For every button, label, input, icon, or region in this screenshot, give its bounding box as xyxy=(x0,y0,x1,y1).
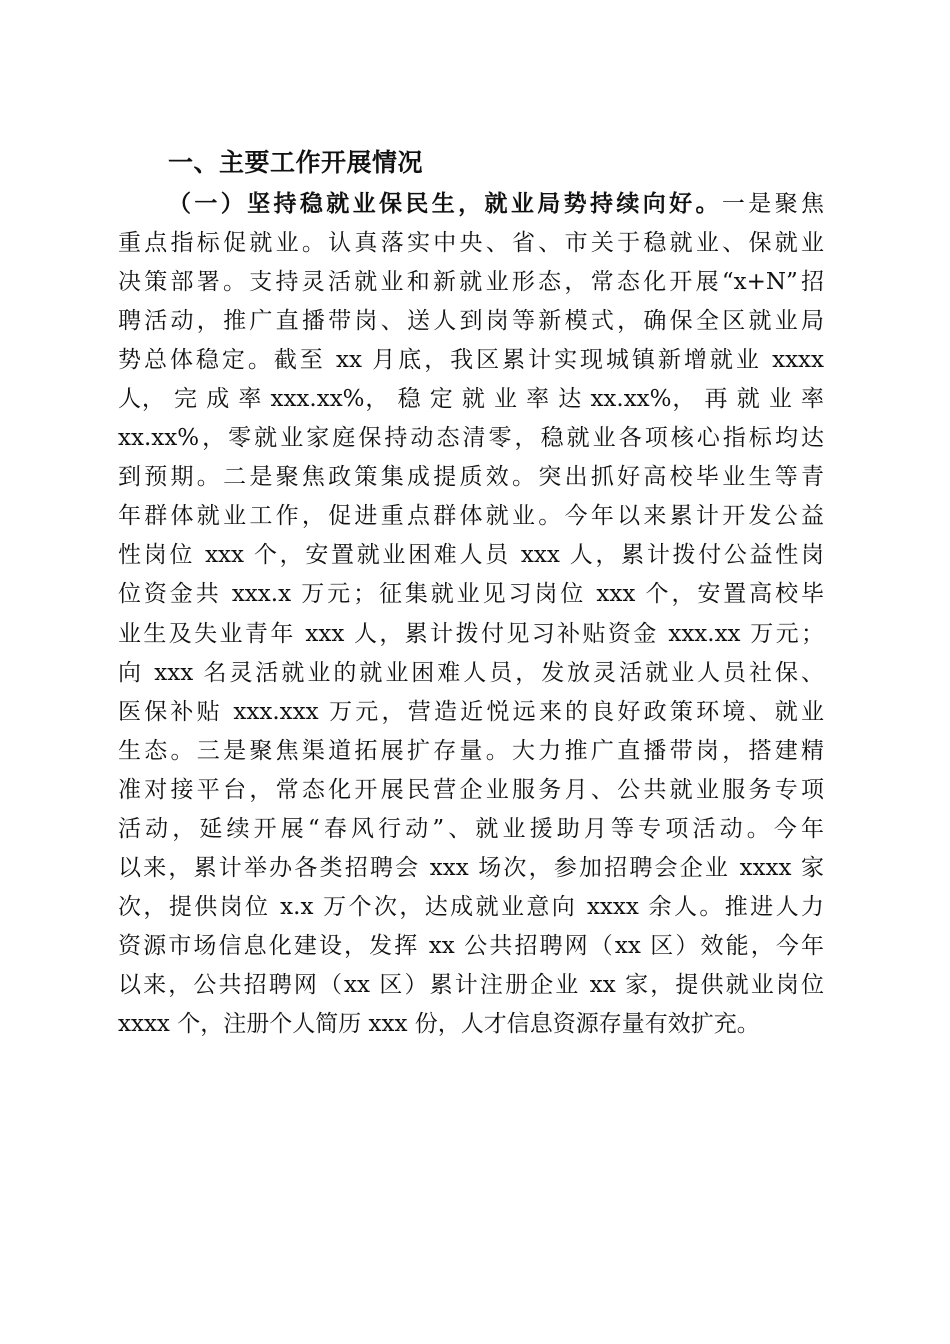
paragraph-line: 医保补贴 xxx.xxx 万元，营造近悦远来的良好政策环境、就业 xyxy=(118,698,824,725)
paragraph-line: 决策部署。支持灵活就业和新就业形态，常态化开展“x+N”招 xyxy=(118,269,824,296)
paragraph-line: 位资金共 xxx.x 万元；征集就业见习岗位 xxx 个，安置高校毕 xyxy=(118,581,824,608)
paragraph-line-text: 一是聚焦 xyxy=(721,191,824,217)
paragraph-line xyxy=(118,185,824,224)
paragraph-line: 重点指标促就业。认真落实中央、省、市关于稳就业、保就业 xyxy=(118,230,824,257)
paragraph-line: xxxx 个，注册个人简历 xxx 份，人才信息资源存量有效扩充。 xyxy=(118,1010,760,1037)
paragraph-line: 次，提供岗位 x.x 万个次，达成就业意向 xxxx 余人。推进人力 xyxy=(118,893,824,920)
paragraph-line: 资源市场信息化建设，发挥 xx 公共招聘网（xx 区）效能，今年 xyxy=(118,932,824,959)
section-heading: 一、主要工作开展情况 xyxy=(168,148,424,177)
paragraph-line: 年群体就业工作，促进重点群体就业。今年以来累计开发公益 xyxy=(118,503,824,530)
paragraph-line: 生态。三是聚焦渠道拓展扩存量。大力推广直播带岗，搭建精 xyxy=(118,737,824,764)
paragraph-line: 向 xxx 名灵活就业的就业困难人员，发放灵活就业人员社保、 xyxy=(118,659,824,686)
paragraph-line: 聘活动，推广直播带岗、送人到岗等新模式，确保全区就业局 xyxy=(118,308,824,335)
paragraph-line: 势总体稳定。截至 xx 月底，我区累计实现城镇新增就业 xxxx xyxy=(118,347,824,374)
paragraph-line: 到预期。二是聚焦政策集成提质效。突出抓好高校毕业生等青 xyxy=(118,464,824,491)
paragraph-line: 业生及失业青年 xxx 人，累计拨付见习补贴资金 xxx.xx 万元； xyxy=(118,620,824,647)
paragraph-line: 准对接平台，常态化开展民营企业服务月、公共就业服务专项 xyxy=(118,776,824,803)
paragraph-line: 以来，公共招聘网（xx 区）累计注册企业 xx 家，提供就业岗位 xyxy=(118,971,824,998)
paragraph-line: 性岗位 xxx 个，安置就业困难人员 xxx 人，累计拨付公益性岗 xyxy=(118,542,824,569)
paragraph-line: 活动，延续开展“春风行动”、就业援助月等专项活动。今年 xyxy=(118,815,824,842)
paragraph-line: xx.xx%，零就业家庭保持动态清零，稳就业各项核心指标均达 xyxy=(118,425,824,452)
paragraph-body xyxy=(118,185,824,1044)
paragraph-lead-bold: （一）坚持稳就业保民生，就业局势持续向好。 xyxy=(168,191,722,217)
paragraph-line: 以来，累计举办各类招聘会 xxx 场次，参加招聘会企业 xxxx 家 xyxy=(118,854,824,881)
paragraph-line: 人， 完 成 率 xxx.xx%， 稳 定 就 业 率 达 xx.xx%， 再 就 业 率 xyxy=(118,386,824,413)
